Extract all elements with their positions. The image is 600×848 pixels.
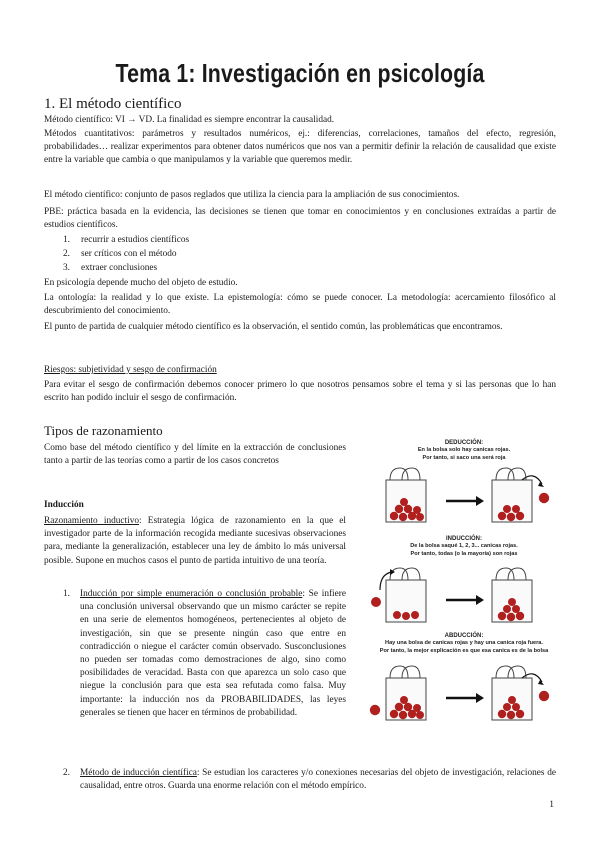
marble-icon xyxy=(512,505,520,513)
marble-icon xyxy=(539,493,549,503)
document-title: Tema 1: Investigación en psicología xyxy=(115,58,485,88)
marble-icon xyxy=(413,506,421,514)
text-induccion-cientifica: : Se estudian los caracteres y/o conexiones necesarias del objeto de investigación, relaciones de causalidad, entre otros. Guarda una enorme relación con el método empírico. xyxy=(80,768,556,792)
marble-icon xyxy=(402,612,410,620)
list-number-2: 2. xyxy=(63,768,70,778)
reasoning-figure xyxy=(362,440,566,730)
list-item xyxy=(63,262,157,275)
term-razonamiento-inductivo: Razonamiento inductivo xyxy=(44,516,140,526)
marble-icon xyxy=(516,612,524,620)
paragraph-razonamiento-intro: Como base del método científico y del límite en la extracción de conclusiones tanto a partir de las teorías como a partir de los casos concretos xyxy=(44,443,346,467)
marble-icon xyxy=(416,513,424,521)
induction-title: INDUCCIÓN: xyxy=(446,536,482,542)
deduction-right-bag-icon xyxy=(492,468,549,522)
marble-icon xyxy=(507,513,515,521)
list-number: 1. xyxy=(63,235,70,245)
marble-icon xyxy=(507,711,515,719)
abduction-line-2: Por tanto, la mejor explicación es que esa canica es de la bolsa xyxy=(379,647,549,654)
marble-icon xyxy=(400,696,408,704)
abduction-line-1: Hay una bolsa de canicas rojas y hay una canica roja fuera. xyxy=(385,640,543,647)
marble-icon xyxy=(395,703,403,711)
paragraph-induccion-enumeracion xyxy=(80,588,346,720)
induction-line-1: De la bolsa saqué 1, 2, 3... canicas rojas. xyxy=(410,543,518,550)
deduction-line-1: En la bolsa solo hay canicas rojas. xyxy=(417,447,511,454)
marble-icon xyxy=(503,505,511,513)
marble-icon xyxy=(503,703,511,711)
risks-heading: Riesgos: subjetividad y sesgo de confirmación xyxy=(44,365,217,375)
marble-icon xyxy=(498,512,506,520)
marble-icon xyxy=(507,613,515,621)
marble-icon xyxy=(371,597,381,607)
reasoning-illustration xyxy=(362,440,566,730)
paragraph-conjunto-pasos: El método científico: conjunto de pasos reglados que utiliza la ciencia para la ampliación de sus conocimientos. xyxy=(44,190,460,200)
marble-icon xyxy=(498,612,506,620)
text-razonamiento-inductivo: : Estrategia lógica de razonamiento en la que el investigador parte de la información recogida mediante sucesivas observaciones para, mediante la generalización, establecer una ley de ámbito lo más universal posible. Supone en muchos casos el punto de partida intuitivo de una teoría. xyxy=(44,516,347,566)
list-number-1: 1. xyxy=(63,589,70,599)
arrow-icon xyxy=(446,496,484,506)
term-induccion-enumeracion: Inducción por simple enumeración o conclusión probable xyxy=(80,589,303,599)
section-heading-metodo: 1. El método científico xyxy=(44,96,182,112)
paragraph-pbe: PBE: práctica basada en la evidencia, las decisiones se tienen que tomar en conocimientos y en conclusiones extraídas a partir de estudios científicos. xyxy=(44,207,556,231)
section-heading-razonamiento: Tipos de razonamiento xyxy=(44,423,163,438)
marble-icon xyxy=(503,605,511,613)
list-text: recurrir a estudios científicos xyxy=(81,235,190,245)
marble-icon xyxy=(516,512,524,520)
abduction-left-bag-icon xyxy=(370,666,426,720)
list-text: ser críticos con el método xyxy=(81,249,177,259)
marble-icon xyxy=(498,710,506,718)
abduction-title: ABDUCCIÓN: xyxy=(444,633,484,639)
marble-icon xyxy=(395,505,403,513)
marble-icon xyxy=(516,710,524,718)
paragraph-metodo-cientifico: Método científico: VI → VD. La finalidad es siempre encontrar la causalidad. xyxy=(44,115,335,125)
marble-icon xyxy=(411,611,419,619)
term-induccion-cientifica: Método de inducción científica xyxy=(80,768,197,778)
paragraph-metodos-cuantitativos: Métodos cuantitativos: parámetros y resultados numéricos, ej.: diferencias, correlaciones, tamaños del efecto, regresión, probabilidades… realizar experimentos para obtener datos numéricos que nos van a permitir definir la relación de causalidad que existe entre la variable que cambia o que manipulamos y la variable que queremos medir. xyxy=(44,129,556,166)
page-number: 1 xyxy=(549,800,554,810)
list-number: 2. xyxy=(63,249,70,259)
marble-icon xyxy=(393,611,401,619)
marble-icon xyxy=(508,696,516,704)
marble-icon xyxy=(370,705,380,715)
marble-icon xyxy=(390,710,398,718)
induction-line-2: Por tanto, todas (o la mayoría) son rojas xyxy=(410,550,518,557)
marble-icon xyxy=(399,513,407,521)
marble-icon xyxy=(512,703,520,711)
marble-icon xyxy=(399,711,407,719)
marble-icon xyxy=(539,691,549,701)
induction-left-bag-icon xyxy=(371,568,426,622)
text-induccion-enumeracion: : Se infiere una conclusión universal observando que un mismo carácter se repite en una serie de elementos homogéneos, pertenecientes al objeto de investigación, sin que se presente ningún caso que entre en contradicción o niegue el carácter común observado. Susconclusiones no pueden ser tomadas como demostraciones de algo, sino como posibilidades de veracidad. Basta con que aparezca un solo caso que niegue la conclusión para que esta sea refutada como falsa. Muy importante: la inducción nos da PROBABILIDADES, las leyes generales se tienen que hacer en términos de probabilidad. xyxy=(80,589,346,718)
paragraph-punto-partida: El punto de partida de cualquier método científico es la observación, el sentido común, las problemáticas que encontramos. xyxy=(44,322,503,332)
marble-icon xyxy=(508,598,516,606)
marble-icon xyxy=(404,703,412,711)
list-item xyxy=(63,234,189,247)
arrow-icon xyxy=(446,693,484,703)
marble-icon xyxy=(400,498,408,506)
marble-icon xyxy=(512,605,520,613)
list-item xyxy=(63,248,177,261)
paragraph-razonamiento-inductivo xyxy=(44,515,346,568)
paragraph-objeto-estudio: En psicología depende mucho del objeto de estudio. xyxy=(44,278,238,288)
paragraph-induccion-cientifica xyxy=(80,767,556,793)
induction-heading: Inducción xyxy=(44,500,84,510)
arrow-icon xyxy=(446,595,484,605)
marble-icon xyxy=(413,704,421,712)
marble-icon xyxy=(416,711,424,719)
list-text: extraer conclusiones xyxy=(81,263,158,273)
abduction-right-bag-icon xyxy=(492,666,549,720)
deduction-title: DEDUCCIÓN: xyxy=(444,440,484,446)
paragraph-ontologia: La ontología: la realidad y lo que existe. La epistemología: cómo se puede conocer. La metodología: acercamiento filosófico al descubrimiento del conocimiento. xyxy=(44,293,556,317)
marble-icon xyxy=(390,512,398,520)
induction-right-bag-icon xyxy=(492,568,532,622)
paragraph-sesgo: Para evitar el sesgo de confirmación debemos conocer primero lo que nosotros pensamos sobre el tema y si las personas que lo han escrito han podido incluir el sesgo de confirmación. xyxy=(44,380,556,404)
marble-icon xyxy=(404,505,412,513)
list-number: 3. xyxy=(63,263,70,273)
deduction-line-2: Por tanto, si saco una será roja xyxy=(422,454,506,461)
